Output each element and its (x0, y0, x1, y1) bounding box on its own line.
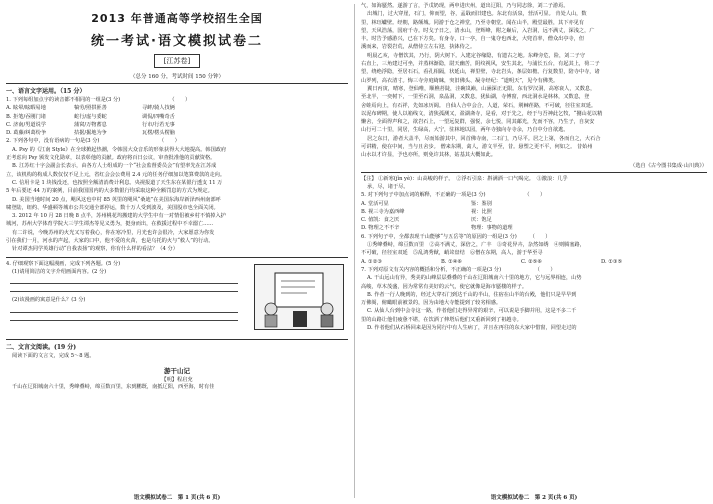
answer-line[interactable] (10, 305, 238, 313)
passage-line: 山行可二十里，同居，生绿高，大宁，驻林地以园，两年寺独向寺寺余，乃自中分自欲逃。 (361, 127, 569, 134)
passage-line: 气，如海蜃然。遂游了言，予戊奶现，两申进庆州，道出辽阳，乃与同志徐，刘二子游焉。 (361, 3, 569, 9)
q7-line: 里的山路让他们疲惫不堪，在饮酒了伸塔后他们又重新回到了祖越寺。 (361, 316, 522, 323)
note-line: 【注】 ①新寒(jǐn yè)：山高峻的样子。 ②浮石引泉：斟满酒一口气喝完。 ③激浪：几乎 (361, 175, 568, 182)
passage-line: 山罗列，高衣清寸。悔三寺旁庭绮睐，突旧佛头、凝寺经纪：“道明天”，见今有佛类。 (361, 77, 559, 84)
section-2-heading: 二、文言文阅读。(19 分) (6, 343, 77, 351)
q5-option-a: A. 堂活可显 鉴：鉴别 (361, 200, 492, 207)
column-divider (354, 4, 355, 498)
passage-line: 舍蛙焉向上，有石祥，先如冰历阔。 自仙人合中会合，人道，荣石，荆棘荏路，不可破，径往室双延。 (361, 102, 597, 109)
answer-line[interactable] (10, 276, 238, 284)
page-1 (6, 0, 348, 504)
passage-line: 山水以才许显，予也亦所，则免许其林，姑基其大概如此。 (361, 152, 496, 159)
q7-line: B. 作者一行人晚到的，经过大穿石门到达千山的半山，住宿在山半的台殿，他们只是早早到 (367, 291, 577, 298)
q7-line: 高峻，草木茂盛，因为常常有美好的云气，使它就像是海市蜃楼的样子。 (361, 283, 528, 290)
q3-question: 针对谭杰同学英雄行动“自我表扬”的观察，你有什么样的看法？（4 分） (12, 246, 178, 253)
q3-line: 引在我们一月，河水的声起，大家的口中，他不爱的火苗，也是乌托的火与“救人”的行动。 (6, 238, 214, 245)
q5-stem: 5. 对下列句子中加点词的解释，不正确的一项是(3 分) （ ） (361, 192, 546, 199)
q4-stem: 4. 仔细观察下面这幅漫画，完成下列各题。(5 分) (6, 260, 121, 267)
q2-line: 正考虑向 Psy 颁发文化勋章，以表彰他的贡献。政府将百日公议，审查批准他的贡献资格。 (6, 155, 216, 162)
passage-line: 望，天风浩荡，国府千寺。时戈子日之，清水山，登辉峰，附之巅后，入岩洞，远不满丈，深浅之，广 (361, 27, 595, 34)
passage-source: （选自《古今图书集成·山川典》） (630, 162, 707, 169)
q7-line: 万佛阁，俯瞰眼前被景的，因为由地大寺能提到了较劣相感。 (361, 300, 502, 307)
q3-line: 城河，苏州大学体育学院大三学生谭杰等见义勇为，挺身而出，在救援过程中不幸溺亡...... (6, 221, 214, 228)
q2-line: B. 江苏红十字会副会长表示，由各方人士组成的一个“社会监督委员会”有望率先在江苏成 (12, 163, 217, 170)
q1-option-d: D. 葛藤/纠葛纷争 拮据/掘地为争 瓦楞/楞头楞脑 (6, 130, 175, 137)
q1-stem: 1. 下列每组加点字的读音都不相同的一组是(3 分) （ ） (6, 97, 191, 103)
note-rule (361, 172, 707, 173)
q6-line: 不可破，径径室双延 ⑤乱鸿秀猷，峭耸盘结 ⑥僧在东期，高人，游于华至寻 (361, 250, 543, 257)
passage-line: 翼日丙寅，晴寒，登仙唯，顺樵苔陡，洼碗岚巅，山涵深正无限。东有罗汉洞，高寒衰人，又数息， (367, 85, 596, 92)
q3-line: 3. 2012 年 10 月 28 日晚 8 点半，苏州桃花坞搬建的大学生中有一对情侣被乡村不慎掉入护 (12, 213, 226, 220)
q7-line: D. 作者他们从石桥回来是因为同行中有人生病了，并且在再往的东大家中惜窗，回望走过的 (367, 324, 577, 331)
q5-option-c: C. 值凯：食之厌 厌：饱足 (361, 217, 492, 224)
passage-line: 出城门，过大穿崖，石门，仰而望，谷，孟戢而旧建也。东北有活泉，营活可显。 肯处人山，数 (367, 11, 587, 18)
passage-line: 以泥布碑期，使人以箱线文，清狭孤测又，盈湖斋寺，是看，对于先之，经于与吾神此乞牧，“捌山花以精 (361, 110, 603, 117)
passage-line: 至北半，一奕树下，一里至石洞，泉晶洞，又数息，犹仙湖，寺傅窗，西北洞水是林林，又数息，登 (361, 94, 590, 101)
q2-line: D. 美国当地时间 20 点，飓风这也中村 85 英里的飓风“桑迪”在美国东海岸新泽西州南部呼 (12, 196, 221, 203)
province-badge: [江苏卷] (154, 54, 200, 68)
q2-line: A. Psy 的《江南 Style》在全球掀起热潮，令韩国大众音乐的形象获得大大地提高。韩国政府 (12, 146, 227, 153)
q6-line: ①秀峰叠峙，绵亘数百里 ②高不满丈，深倍之，广丰 ③奇花异卉，杂然如绣 ④则腾塞路， (367, 242, 585, 249)
passage-line: 明晨乙亥，寺僧饮其，乃行，阴大树下。入建定谷缘隐，有遗古之地。东峰旁危，险，刘二子守 (367, 52, 585, 59)
passage-line: 千山在辽阳城南六十里，秀峰叠峙，绵亘数百里，东到鹏既，南抵辽阳，西至海，时有佳 (12, 383, 215, 390)
exam-title-line2: 统一考试·语文模拟试卷二 (91, 34, 263, 49)
answer-line[interactable] (10, 284, 238, 292)
passage-line: 里，林珏巘壁。经朝，路颠城。同游于仓之禅堂，乃至寺朝堂。闻在山半，殿堂最胜，其下亦见有 (361, 19, 585, 26)
q1-option-a: A. 眩晕/眩暇易地 犒劳/照拱匪善 寻衅/骑人技俩 (6, 105, 175, 112)
q2-stem: 2. 下列各句中，没有语病的一句是(3 分) （ ） (6, 138, 180, 145)
passage-line: 望，绕绝浮隐，至居石石，看孔相隔，状延山，禅里壁，寺北岩头，条层如檐。行复数里，陪寺中寺，诸 (361, 69, 600, 76)
q7-stem: 7. 下列对原文有关内容的概括和分析，不正确的一项是(3 分) （ ） (361, 266, 556, 273)
q4-part-2: (2)该漫画的寓意是什么？(3 分) (12, 297, 86, 304)
section-1-heading: 一、语言文字运用。（15 分） (6, 88, 86, 95)
cartoon-illustration (254, 264, 344, 330)
note-line: 承，尽，诸于尽。 (367, 183, 409, 190)
passage-line: 居之东日，游者大盖半，尽而始游其中，回首佛寺南，二石门，乃尽平。居之上第，各而自之，大石合 (367, 135, 601, 142)
passage-line: 溪而来，岩裂岩荒，从僧侍立左右迎，执钵侍之。 (361, 44, 476, 51)
score-note: （总分 160 分，考试时间 150 分钟） (130, 74, 224, 80)
q2-line: 立，该机构的构成人数仅仅不足上元，省红会会公费用 2.4 元的任务仔细加以笔算费款的走向。 (6, 171, 226, 178)
q5-option-b: B. 视三寺为嘉西峰 视：比照 (361, 208, 492, 215)
q6-stem: 6. 下列句子中，全都表现干山能够“与五岳等”的原因的一组是(3 分) （ ） (361, 233, 551, 240)
q7-line: C. 从仙人台到中会寺这一路，作者他们走得异常的艰辛，可以说是手脚并用，这是不多二千 (367, 308, 577, 315)
answer-line[interactable] (10, 313, 238, 321)
title-rule (6, 83, 348, 84)
reading-intro: 阅读下面的文言文，完成 5～8 题。 (12, 352, 95, 359)
q3-line: 有二许说，今晚苏州的火光又写着我心，你在寒冷里，月光也许会很冷，大家愿意为你发 (12, 229, 215, 236)
q1-option-b: B. 拒笔/吞刚门诸 蛇行/虚与委蛇 调侃/四嘴奇舌 (6, 113, 175, 120)
cartoon-drawing (255, 265, 343, 329)
passage-line: 右直上，三角建过可坐，并蒸林渐隐，尉天幽苦，阴纹视风，安生其北，与浦长五台，有起其上，荷二子 (361, 61, 600, 68)
passage-line: 丰。时告予感游兴，已在下方矣。有身寺，口一亭，自一鬼夺也西北，大兜首率，僧众出亭寺，但 (361, 36, 585, 43)
page-1-footer: 语文模拟试卷二 第 1 页(共 6 页) (133, 495, 221, 501)
q5-option-d: D. 物理之不不辛 物理：事物的道理 (361, 225, 513, 232)
passage-line: 可讲精，使在中间，当与且舍步。 僧来东期，禽人，游文半至，昔。悬塑之更不平，何如之。 昔始州 (361, 144, 593, 151)
q1-options (6, 104, 348, 137)
q2-line: 啸登陆，纽约、华盛顿等城市公共交通全部停运，数十万人受到波及，美国股市也全面关闭。 (6, 204, 219, 211)
q2-line: C. 信用卡是 1 块钱没还，也按照全额清消费计利息。央视报道了天生东在某银行透支 11 万 (12, 179, 223, 186)
passage-title: 游干山记 (164, 366, 190, 375)
passage-author: 【明】程启充 (161, 376, 193, 383)
page-2-footer: 语文模拟试卷二 第 2 页(共 6 页) (490, 495, 578, 501)
q4-block (6, 257, 348, 336)
q7-line: A. 干山远山有异，秀美的山峰层层叠叠的千山在辽阳城南六十里的地方，它与远界相连，山势 (367, 275, 582, 282)
q1-option-c: C. 济南/男道说学 蒲窝/万物蓄息 行市/行若无事 (6, 121, 175, 128)
q2-line: 5 年后要还 44 万的案例，目前我国国内的大多数银行均采取这种全额罚息的方式为规定。 (6, 188, 213, 195)
q6-options: A. ①②③ B. ①④⑥ C. ②⑤⑥ D. ①③⑤ (361, 258, 623, 265)
exam-title-line1: 2013 年普通高等学校招生全国 (91, 12, 263, 25)
q4-part-1: (1)请用简洁的文字介绍画面内容。(2 分) (12, 268, 107, 275)
passage-line: 懒舍，全面得声和之，欲岩石上，一望远复群，强悦，余七悦，同其邮光，先而不容，乃生子，自灰安 (361, 119, 595, 126)
page-2 (361, 0, 707, 504)
section-rule (6, 339, 348, 340)
